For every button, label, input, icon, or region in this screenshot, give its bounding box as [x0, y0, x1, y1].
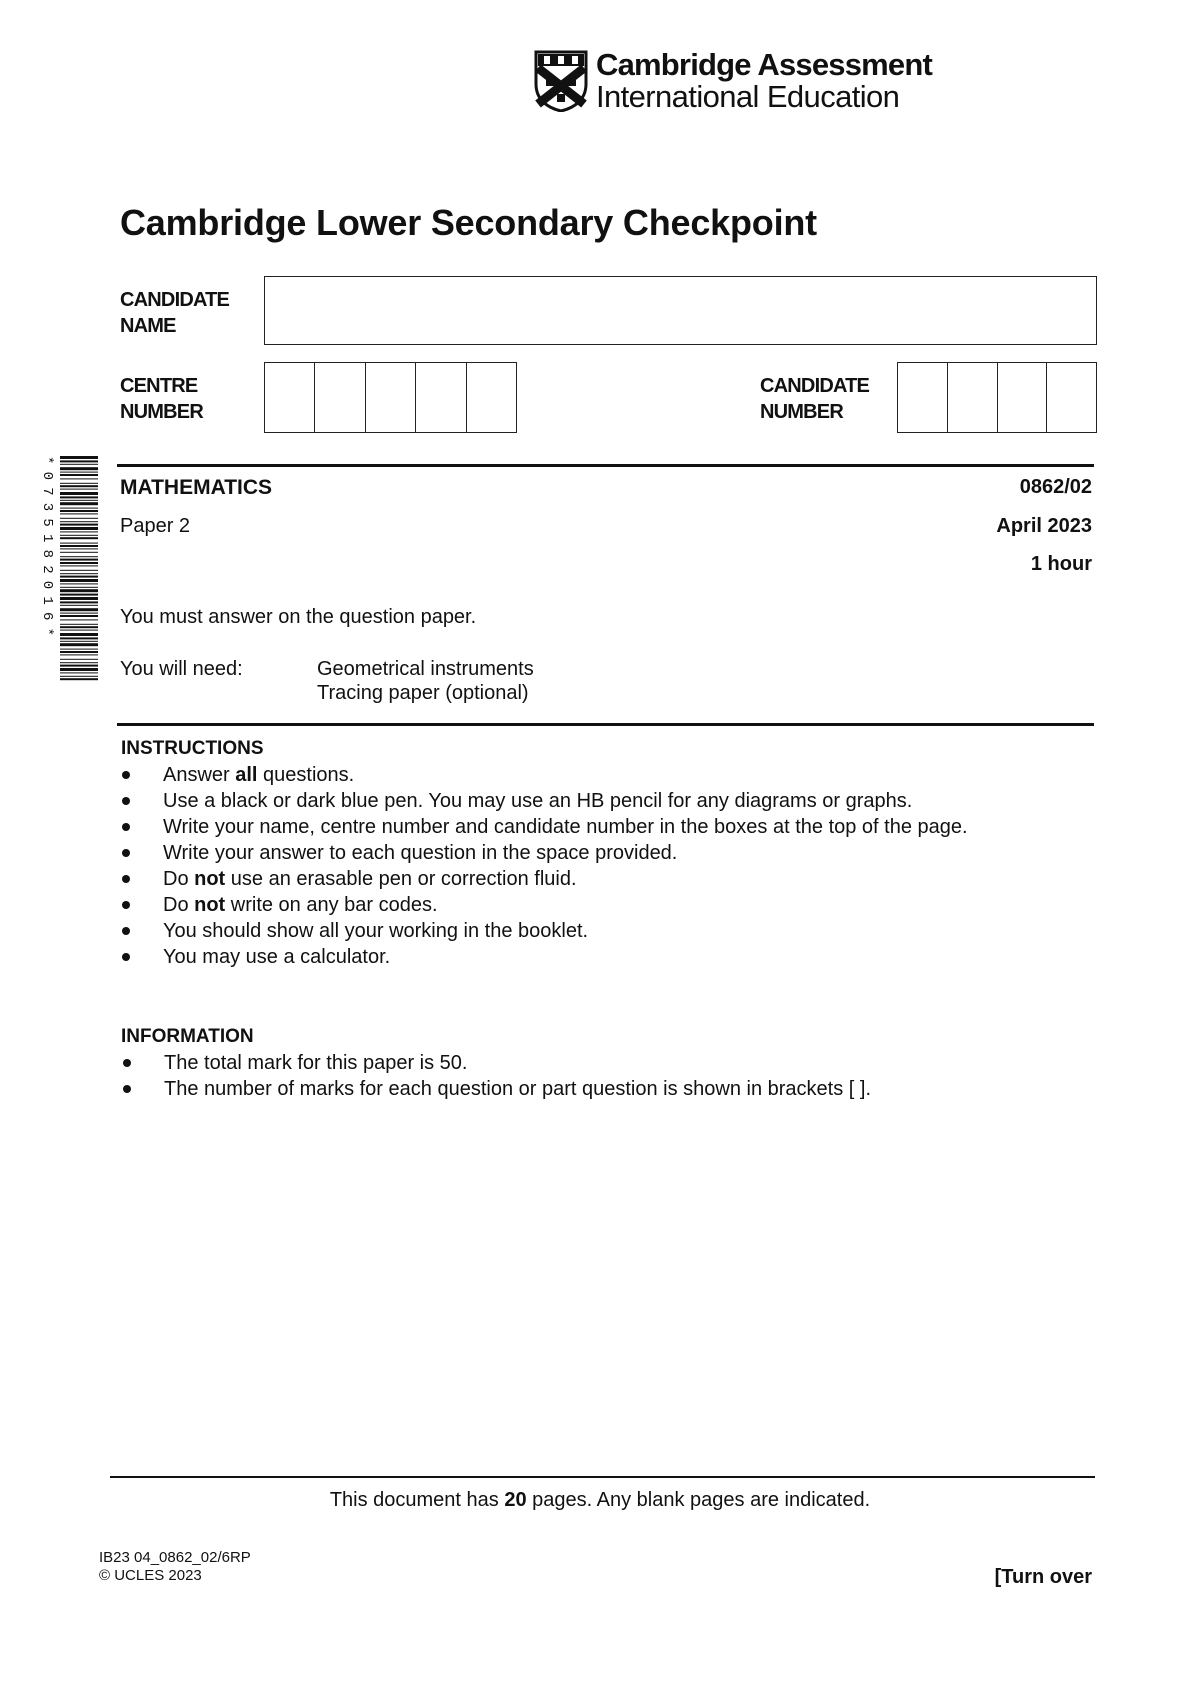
cambridge-logo — [534, 47, 933, 116]
barcode-bar — [60, 489, 98, 490]
barcode-bar — [60, 562, 98, 564]
barcode-bar — [60, 641, 98, 642]
barcode-bar — [60, 485, 98, 487]
centre-number-cell[interactable] — [467, 363, 516, 432]
candidate-name-label: CANDIDATE NAME — [120, 289, 230, 337]
barcode-bar — [60, 633, 98, 636]
you-will-need-label: You will need: — [120, 658, 243, 680]
barcode-bar — [60, 573, 98, 574]
barcode-bar — [60, 608, 98, 611]
barcode-bar — [60, 474, 98, 476]
centre-number-label: CENTRE NUMBER — [120, 375, 203, 423]
barcode-bar — [60, 513, 98, 514]
barcode-bar — [60, 678, 98, 680]
barcode-bar — [60, 613, 98, 614]
barcode-bar — [60, 548, 98, 549]
barcode-bar — [60, 662, 98, 663]
barcode-bar — [60, 531, 98, 532]
barcode-bar — [60, 456, 98, 459]
footer-divider — [110, 1476, 1095, 1478]
reference-code: IB23 04_0862_02/6RP — [99, 1549, 251, 1566]
barcode-bar — [60, 464, 98, 465]
barcode-bar — [60, 570, 98, 571]
barcode-bar — [60, 460, 98, 462]
instruction-item: You may use a calculator. — [163, 944, 968, 970]
information-item: The total mark for this paper is 50. — [164, 1050, 871, 1076]
barcode-bar — [60, 559, 98, 561]
barcode-bar — [60, 668, 98, 671]
paper-code: 0862/02 — [1019, 476, 1092, 498]
barcode-graphic — [36, 456, 98, 682]
candidate-number-cell[interactable] — [898, 363, 948, 432]
instructions-heading: INSTRUCTIONS — [121, 738, 264, 759]
candidate-number-cell[interactable] — [1047, 363, 1096, 432]
barcode-bar — [60, 637, 98, 639]
middle-divider — [117, 723, 1094, 726]
information-heading: INFORMATION — [121, 1026, 254, 1047]
barcode-bar — [60, 643, 98, 646]
instruction-item: You should show all your working in the booklet. — [163, 918, 968, 944]
barcode-bar — [60, 615, 98, 617]
equipment-item: Tracing paper (optional) — [317, 682, 529, 704]
instruction-item: Write your name, centre number and candidate number in the boxes at the top of the page. — [163, 814, 968, 840]
candidate-number-cell[interactable] — [948, 363, 998, 432]
turn-over: [Turn over — [994, 1566, 1092, 1588]
barcode-bar — [60, 654, 98, 655]
barcode-bar — [60, 624, 98, 625]
barcode — [36, 456, 98, 682]
barcode-bar — [60, 518, 98, 519]
barcode-bar — [60, 552, 98, 553]
bullet-icon — [122, 927, 130, 935]
equipment-list — [317, 657, 534, 705]
barcode-bar — [60, 565, 98, 566]
barcode-bar — [60, 524, 98, 526]
exam-title: Cambridge Lower Secondary Checkpoint — [120, 202, 817, 243]
bullet-icon — [122, 797, 130, 805]
centre-number-cell[interactable] — [416, 363, 466, 432]
instruction-item: Use a black or dark blue pen. You may use an HB pencil for any diagrams or graphs. — [163, 788, 968, 814]
barcode-bar — [60, 626, 98, 628]
barcode-bar — [60, 502, 98, 505]
bullet-icon — [122, 901, 130, 909]
barcode-bar — [60, 605, 98, 606]
bullet-icon — [122, 771, 130, 779]
centre-number-boxes[interactable] — [264, 362, 517, 433]
barcode-bar — [60, 467, 98, 470]
bullet-icon — [122, 823, 130, 831]
barcode-bar — [60, 601, 98, 603]
bullet-icon — [122, 875, 130, 883]
barcode-digits: *0735182016* — [39, 456, 55, 644]
candidate-number-label: CANDIDATE NUMBER — [760, 375, 870, 423]
barcode-bar — [60, 543, 98, 544]
page-count-note: This document has 20 pages. Any blank pages are indicated. — [329, 1489, 871, 1511]
bullet-icon — [123, 1059, 131, 1067]
centre-number-cell[interactable] — [265, 363, 315, 432]
barcode-bar — [60, 665, 98, 667]
candidate-name-box[interactable] — [264, 276, 1097, 345]
barcode-bar — [60, 659, 98, 660]
barcode-bar — [60, 508, 98, 509]
copyright: © UCLES 2023 — [99, 1567, 202, 1584]
barcode-bar — [60, 589, 98, 592]
barcode-bar — [60, 472, 98, 473]
exam-session: April 2023 — [996, 515, 1092, 537]
barcode-bar — [60, 676, 98, 677]
centre-number-cell[interactable] — [366, 363, 416, 432]
bullet-icon — [123, 1085, 131, 1093]
information-list — [164, 1050, 871, 1102]
barcode-bar — [60, 619, 98, 620]
subject-name: MATHEMATICS — [120, 476, 273, 499]
barcode-bar — [60, 649, 98, 650]
instructions-list — [163, 762, 968, 970]
barcode-bar — [60, 583, 98, 584]
instruction-item: Do not write on any bar codes. — [163, 892, 968, 918]
barcode-bar — [60, 545, 98, 547]
barcode-bar — [60, 587, 98, 588]
barcode-bar — [60, 672, 98, 673]
barcode-bar — [60, 492, 98, 495]
instruction-item: Answer all questions. — [163, 762, 968, 788]
bullet-icon — [122, 849, 130, 857]
barcode-bar — [60, 579, 98, 582]
barcode-bar — [60, 500, 98, 501]
barcode-bar — [60, 556, 98, 557]
barcode-bar — [60, 535, 98, 536]
document-reference — [99, 1549, 251, 1585]
barcode-bar — [60, 478, 98, 479]
barcode-bar — [60, 594, 98, 596]
bullet-icon — [122, 953, 130, 961]
paper-number: Paper 2 — [120, 515, 191, 537]
barcode-bar — [60, 483, 98, 484]
barcode-bar — [60, 651, 98, 653]
barcode-bar — [60, 521, 98, 522]
barcode-bar — [60, 537, 98, 539]
answer-note: You must answer on the question paper. — [120, 606, 477, 628]
barcode-bar — [60, 510, 98, 512]
information-item: The number of marks for each question or part question is shown in brackets [ ]. — [164, 1076, 871, 1102]
candidate-number-boxes[interactable] — [897, 362, 1097, 433]
barcode-bar — [60, 630, 98, 631]
instruction-item: Write your answer to each question in the space provided. — [163, 840, 968, 866]
centre-number-cell[interactable] — [315, 363, 365, 432]
top-divider — [117, 464, 1094, 467]
barcode-bar — [60, 576, 98, 578]
logo-line-2: International Education — [596, 79, 900, 114]
barcode-bar — [60, 597, 98, 600]
barcode-bar — [60, 527, 98, 530]
page-count: 20 — [504, 1489, 527, 1511]
equipment-item: Geometrical instruments — [317, 658, 534, 680]
cambridge-shield-icon — [534, 50, 588, 112]
barcode-bar — [60, 496, 98, 498]
candidate-number-cell[interactable] — [998, 363, 1048, 432]
exam-duration: 1 hour — [1030, 553, 1092, 575]
logo-line-1: Cambridge Assessment — [596, 47, 933, 82]
instruction-item: Do not use an erasable pen or correction fluid. — [163, 866, 968, 892]
